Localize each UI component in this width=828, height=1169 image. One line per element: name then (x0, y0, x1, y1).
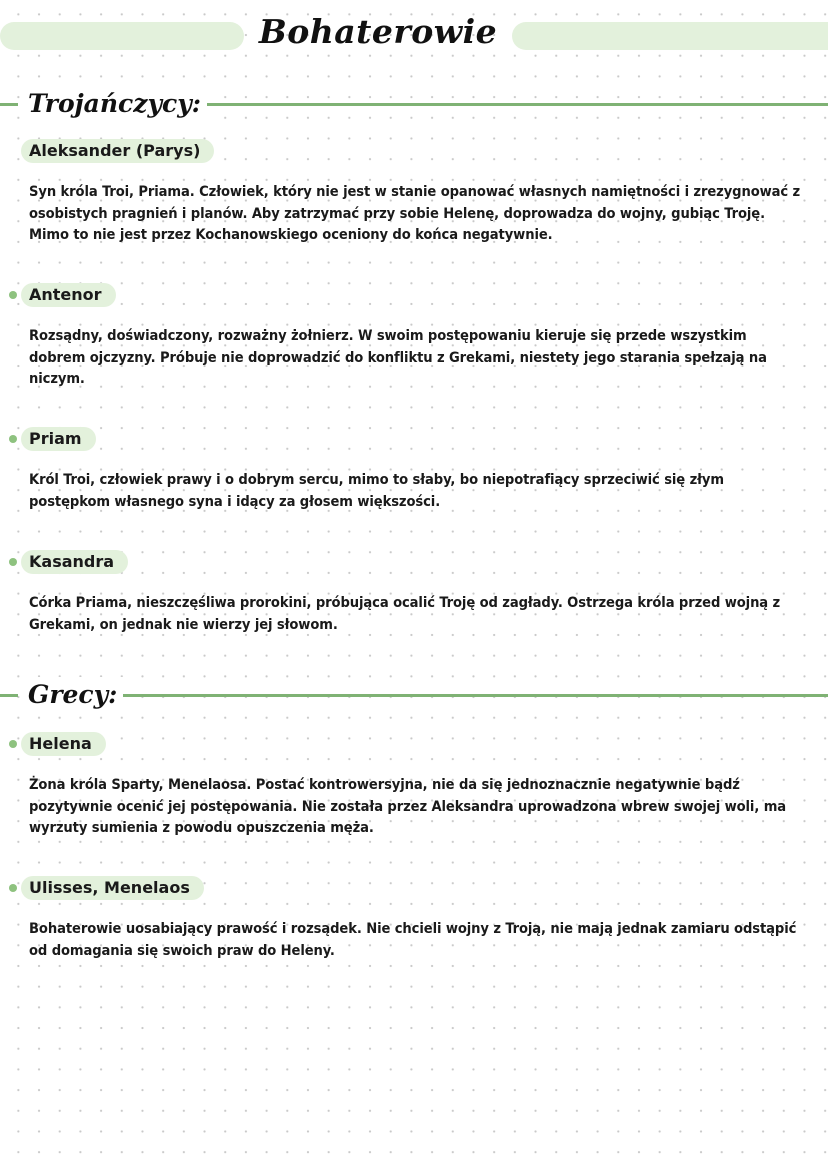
title-highlight-left (0, 22, 244, 50)
title-highlight-right (512, 22, 828, 50)
character-name: Priam (21, 427, 96, 451)
page-title: Bohaterowie (258, 12, 498, 51)
heading-rule-left (0, 694, 18, 697)
section-heading-label: Grecy: (28, 677, 123, 713)
character-description: Córka Priama, nieszczęśliwa prorokini, próbująca ocalić Troję od zagłady. Ostrzega króla przed wojną z Grekami, on jednak nie wierzy jej słowom. (29, 594, 781, 633)
character-name: Antenor (21, 283, 116, 307)
bullet-dot-icon (9, 291, 17, 299)
heading-rule-right (188, 103, 828, 106)
character-name: Aleksander (Parys) (21, 139, 214, 163)
bullet-dot-icon (9, 558, 17, 566)
bullet-dot-icon (9, 884, 17, 892)
heading-rule-right (112, 694, 828, 697)
section-heading-greeks (0, 677, 828, 713)
section-heading-label: Trojańczycy: (28, 86, 207, 122)
character-description: Rozsądny, doświadczony, rozważny żołnierz. W swoim postępowaniu kieruje się przede wszystkim dobrem ojczyzny. Próbuje nie doprowadzić do konfliktu z Grekami, niestety jego starania spełzają na niczym. (29, 327, 767, 387)
character-description: Żona króla Sparty, Menelaosa. Postać kontrowersyjna, nie da się jednoznacznie negatywnie bądź pozytywnie ocenić jej postępowania. Nie została przez Aleksandra uprowadzona wbrew swojej woli, ma wyrzuty sumienia z powodu opuszczenia męża. (29, 776, 787, 836)
character-description: Syn króla Troi, Priama. Człowiek, który nie jest w stanie opanować własnych namiętności i zrezygnować z osobistych pragnień i planów. Aby zatrzymać przy sobie Helenę, doprowadza do wojny, gubiąc Troję. Mimo to nie jest przez Kochanowskiego oceniony do końca negatywnie. (29, 183, 801, 243)
section-heading-trojans (0, 86, 828, 122)
character-name: Kasandra (21, 550, 128, 574)
character-description: Bohaterowie uosabiający prawość i rozsądek. Nie chcieli wojny z Troją, nie mają jednak zamiaru odstąpić od domagania się swoich praw do Heleny. (29, 920, 797, 959)
character-name: Ulisses, Menelaos (21, 876, 204, 900)
character-description: Król Troi, człowiek prawy i o dobrym sercu, mimo to słaby, bo niepotrafiący sprzeciwić się złym postępkom własnego syna i idący za głosem większości. (29, 471, 724, 510)
bullet-dot-icon (9, 740, 17, 748)
heading-rule-left (0, 103, 18, 106)
bullet-dot-icon (9, 435, 17, 443)
character-name: Helena (21, 732, 106, 756)
